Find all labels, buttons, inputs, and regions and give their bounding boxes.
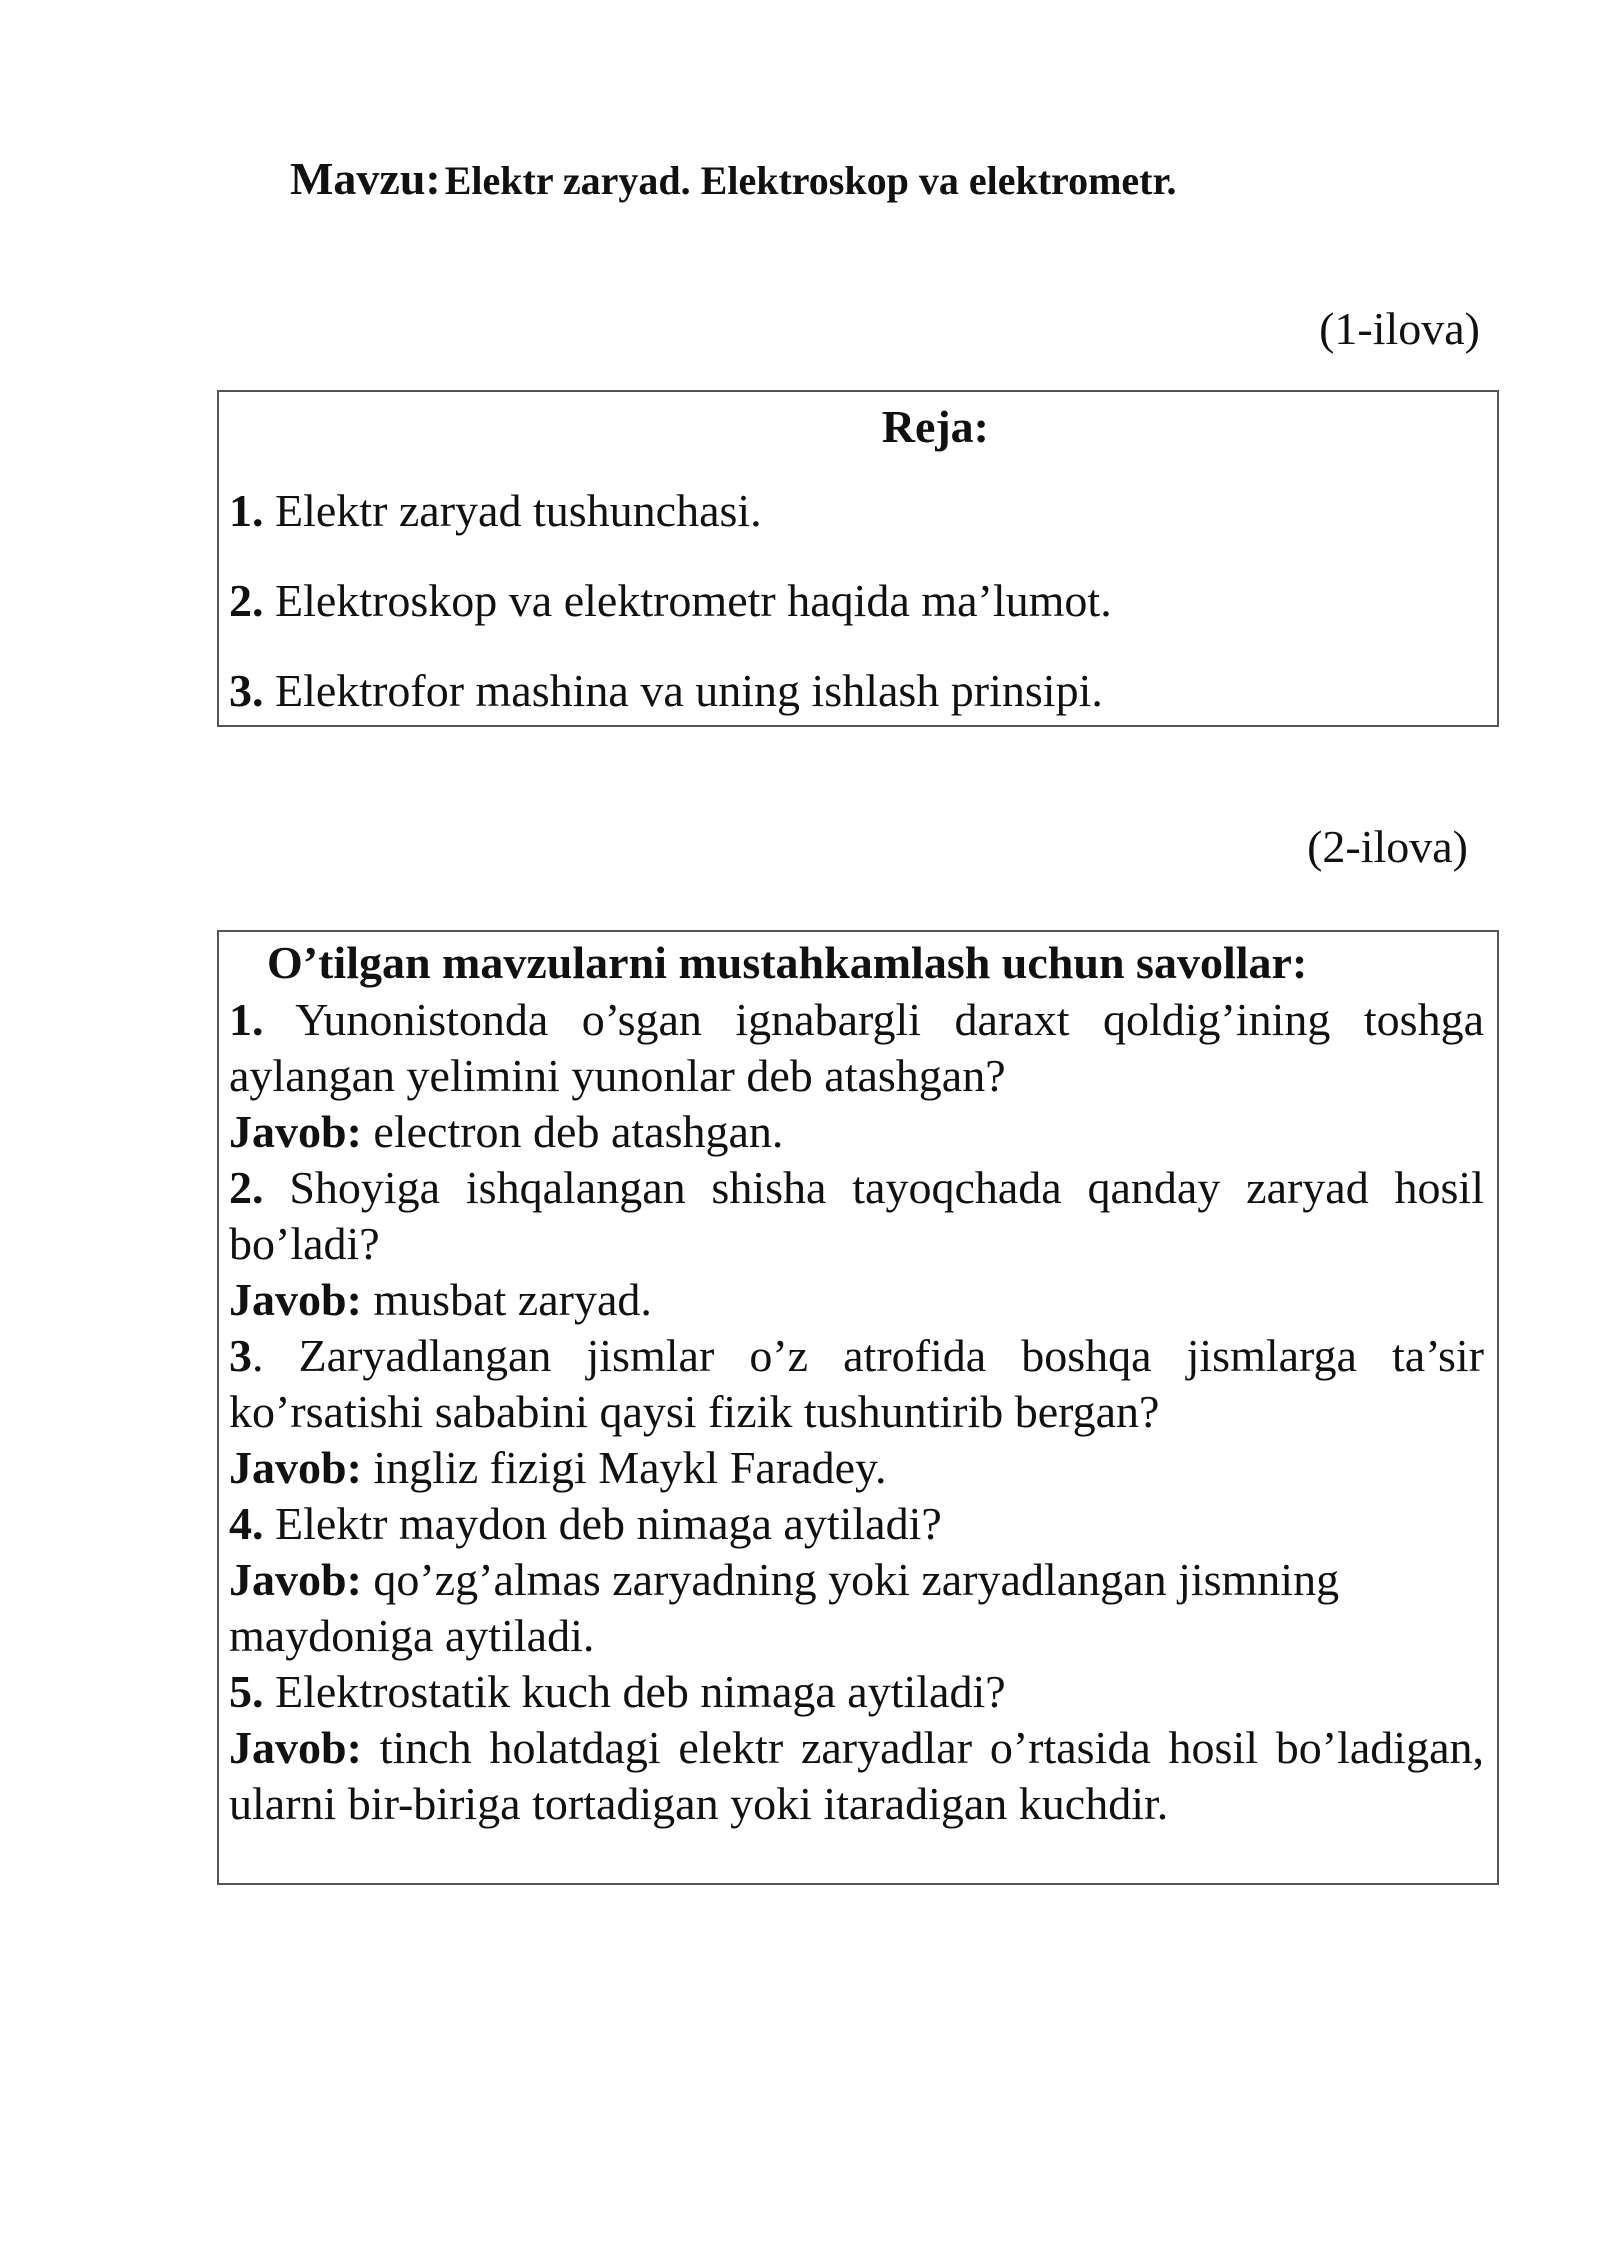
plan-item-text: Elektrofor mashina va uning ishlash prinsipi.	[275, 665, 1103, 716]
answer-label: Javob:	[229, 1442, 362, 1493]
plan-item	[229, 484, 762, 537]
topic-label: Mavzu:	[290, 153, 441, 204]
question-number: 4.	[229, 1498, 264, 1549]
answer-5	[229, 1720, 1484, 1832]
question-1	[229, 992, 1484, 1104]
plan-item-text: Elektroskop va elektrometr haqida ma’lumot.	[275, 575, 1112, 626]
plan-item-text: Elektr zaryad tushunchasi.	[275, 485, 762, 536]
question-text: Elektr maydon deb nimaga aytiladi?	[275, 1498, 942, 1549]
question-text: Yunonistonda o’sgan ignabargli daraxt qoldig’ining toshga aylangan yelimini yunonlar deb atashgan?	[229, 994, 1485, 1101]
page-title	[290, 152, 1177, 205]
answer-text: electron deb atashgan.	[373, 1106, 784, 1157]
answer-label: Javob:	[229, 1106, 362, 1157]
answer-text: musbat zaryad.	[373, 1274, 652, 1325]
appendix-1-label: (1-ilova)	[1319, 303, 1480, 354]
plan-item-number: 1.	[229, 485, 264, 536]
answer-text: tinch holatdagi elektr zaryadlar o’rtasida hosil bo’ladigan, ularni bir-biriga tortadigan yoki itaradigan kuchdir.	[229, 1722, 1485, 1829]
question-text: Shoyiga ishqalangan shisha tayoqchada qanday zaryad hosil bo’ladi?	[229, 1162, 1484, 1269]
question-number: 3	[229, 1330, 252, 1381]
answer-label: Javob:	[229, 1274, 362, 1325]
review-questions-box	[217, 930, 1499, 1885]
answer-4	[229, 1552, 1484, 1664]
answer-2	[229, 1272, 1484, 1328]
answer-label: Javob:	[229, 1722, 362, 1773]
review-title: O’tilgan mavzularni mustahkamlash uchun savollar:	[267, 937, 1308, 988]
question-number: 5.	[229, 1666, 264, 1717]
plan-item-number: 3.	[229, 665, 264, 716]
topic-text: Elektr zaryad. Elektroskop va elektrometr.	[444, 158, 1177, 203]
review-list	[229, 992, 1484, 1832]
question-3	[229, 1328, 1484, 1440]
question-4	[229, 1496, 1484, 1552]
plan-title: Reja:	[881, 401, 989, 452]
plan-item	[229, 574, 1112, 627]
answer-label: Javob:	[229, 1554, 362, 1605]
plan-box	[217, 390, 1499, 727]
answer-text: qo’zg’almas zaryadning yoki zaryadlangan jismning maydoniga aytiladi.	[229, 1554, 1340, 1661]
answer-1	[229, 1104, 1484, 1160]
question-number: 2.	[229, 1162, 264, 1213]
question-2	[229, 1160, 1484, 1272]
plan-item	[229, 664, 1103, 717]
answer-text: ingliz fizigi Maykl Faradey.	[373, 1442, 887, 1493]
question-text: . Zaryadlangan jismlar o’z atrofida boshqa jismlarga ta’sir ko’rsatishi sababini qaysi fizik tushuntirib bergan?	[229, 1330, 1484, 1437]
question-text: Elektrostatik kuch deb nimaga aytiladi?	[275, 1666, 1006, 1717]
question-5	[229, 1664, 1484, 1720]
question-number: 1.	[229, 994, 264, 1045]
answer-3	[229, 1440, 1484, 1496]
appendix-2-label: (2-ilova)	[1307, 821, 1468, 872]
plan-item-number: 2.	[229, 575, 264, 626]
